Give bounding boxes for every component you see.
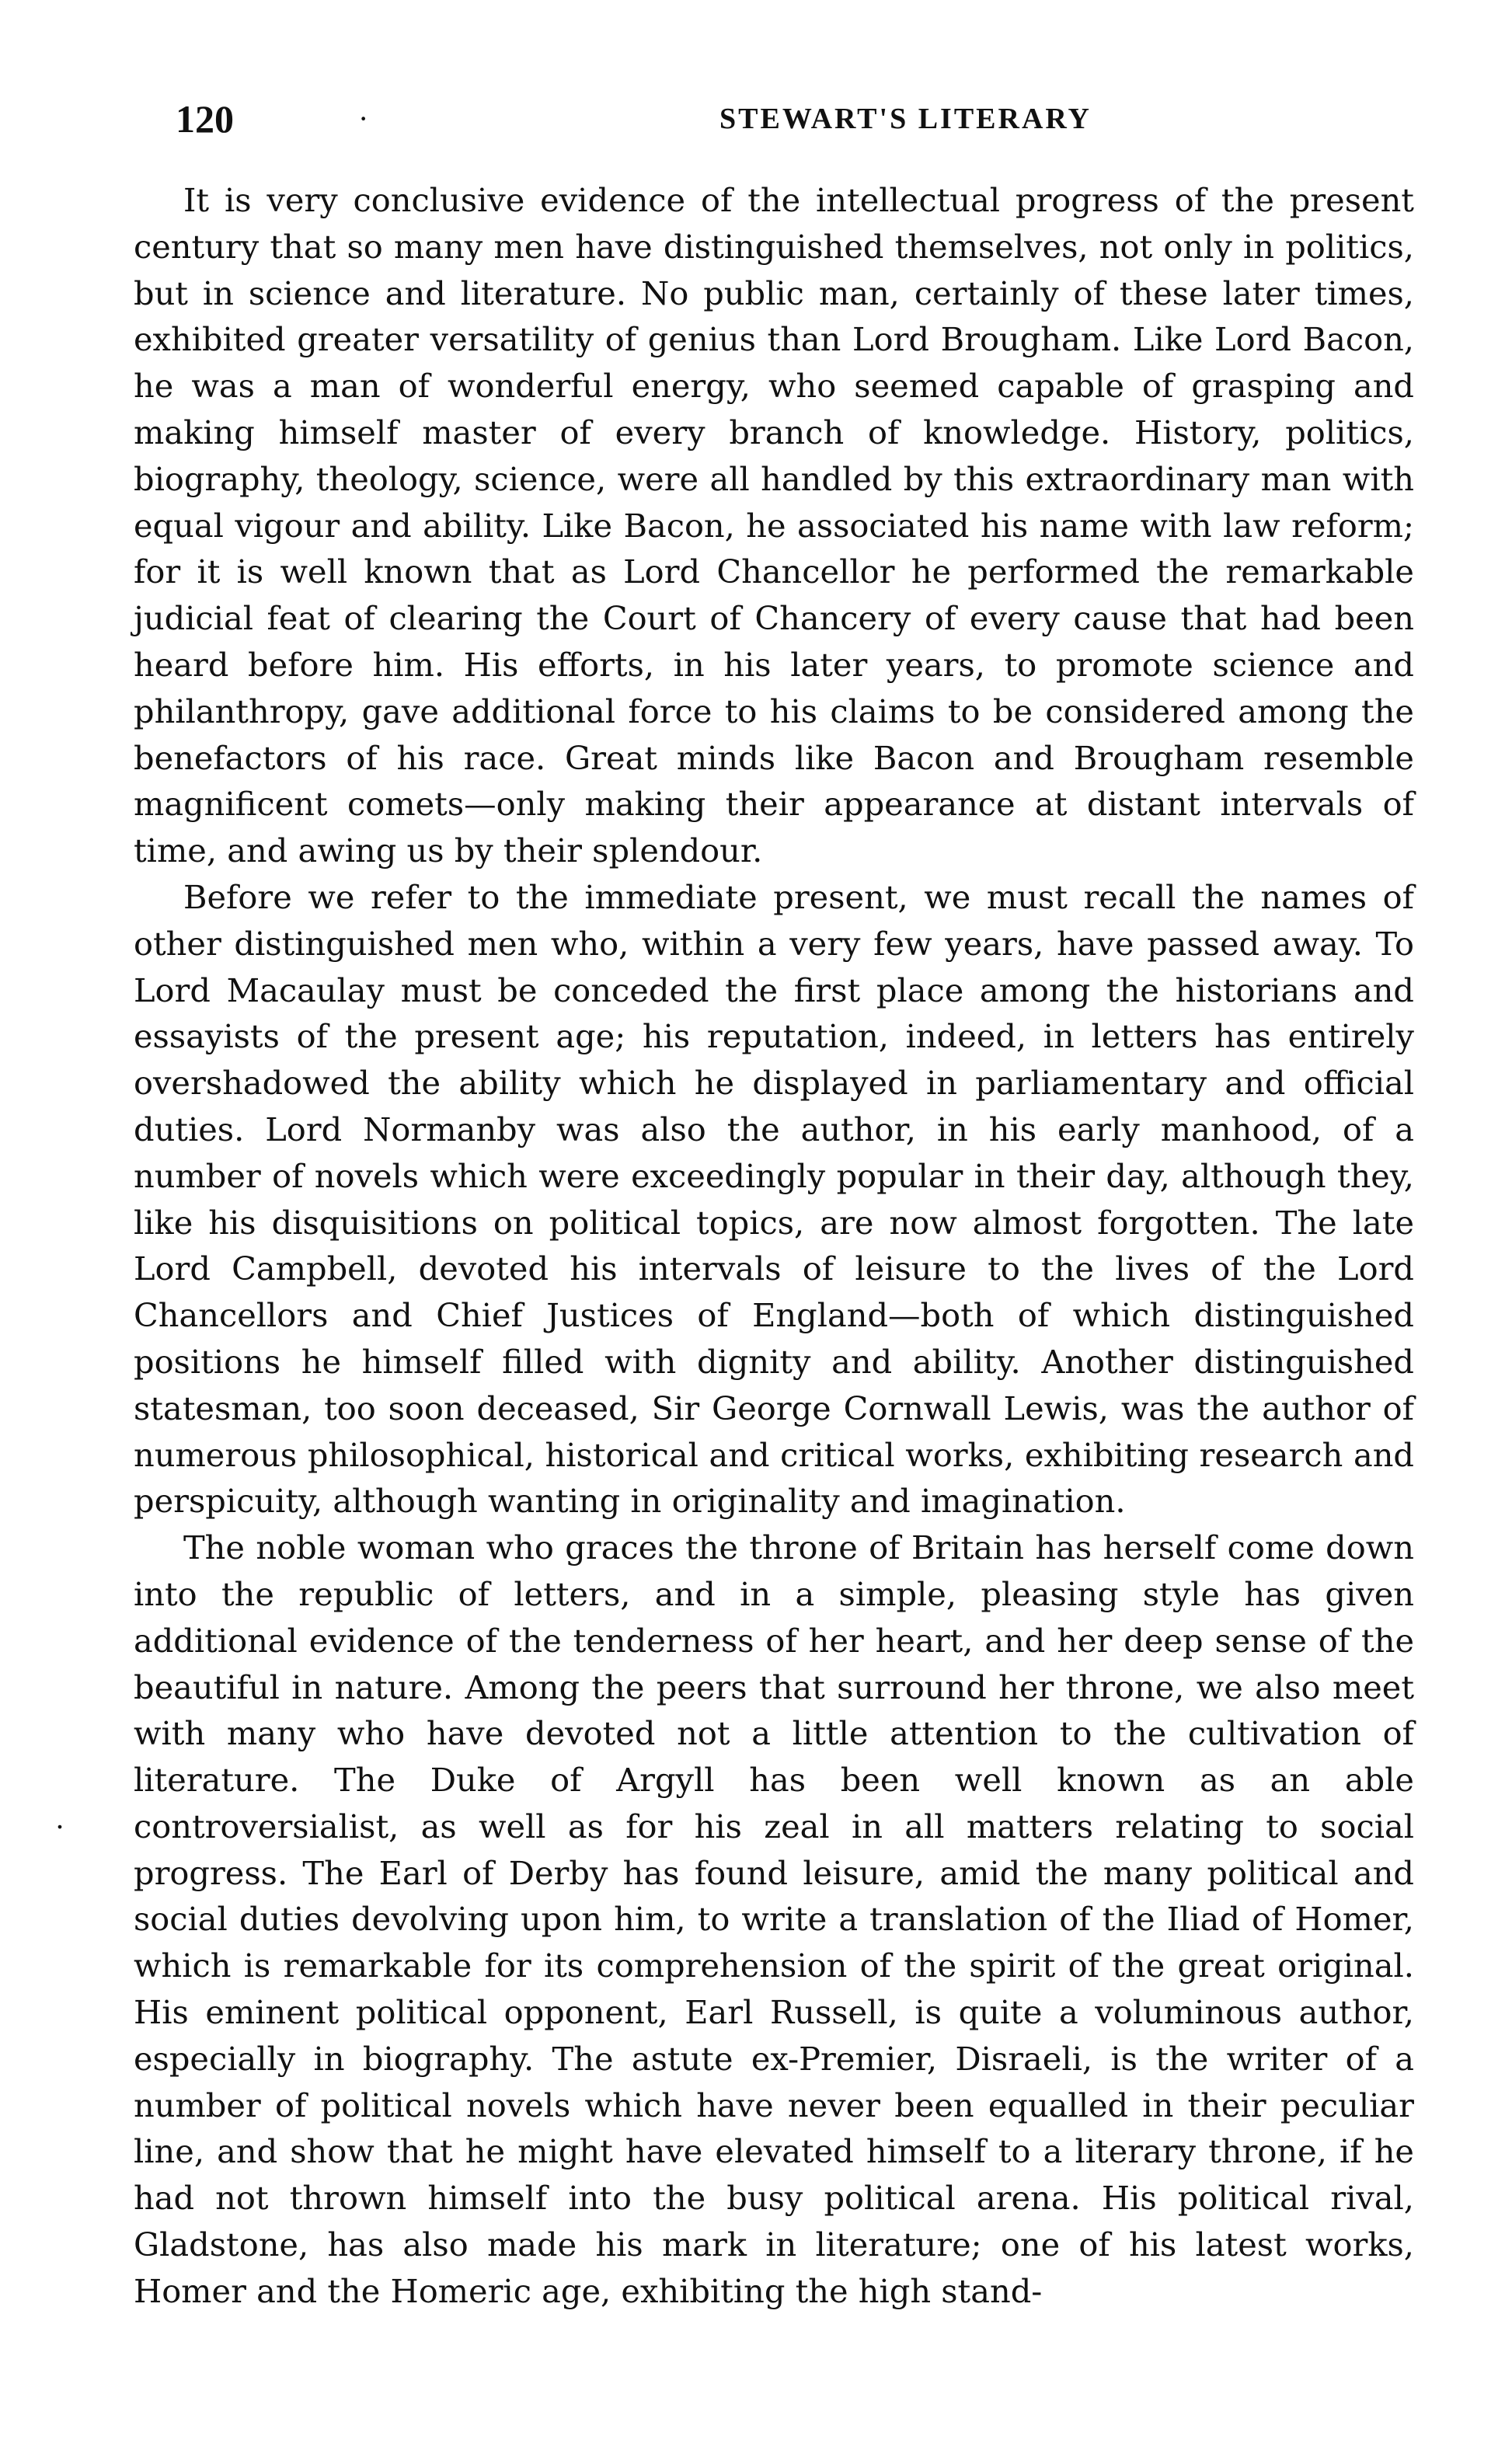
running-title: STEWART'S LITERARY bbox=[719, 103, 1092, 135]
header-separator: · bbox=[358, 101, 369, 136]
body-text bbox=[134, 177, 1414, 2315]
running-head bbox=[176, 92, 1414, 146]
paragraph-queen-and-peers: The noble woman who graces the throne of Britain has herself come down into the republic of letters, and in a simple, pleasing style has given additional evidence of the tenderness of her heart, and her deep sense of the beautiful in nature. Among the peers that surround her throne, we also meet with many who have devoted not a little attention to the cultivation of literature. The Duke of Argyll has been well known as an able controversialist, as well as for his zeal in all matters relating to social progress. The Earl of Derby has found leisure, amid the many political and social duties devolving upon him, to write a translation of the Iliad of Homer, which is remarkable for its comprehension of the spirit of the great original. His eminent political opponent, Earl Russell, is quite a voluminous author, especially in biography. The astute ex-Premier, Disraeli, is the writer of a number of political novels which have never been equalled in their peculiar line, and show that he might have elevated himself to a literary throne, if he had not thrown himself into the busy political arena. His political rival, Gladstone, has also made his mark in literature; one of his latest works, Homer and the Homeric age, exhibiting the high stand- bbox=[134, 1528, 1414, 2310]
paragraph-deceased-authors: Before we refer to the immediate present, we must recall the names of other distinguished men who, within a very few years, have passed away. To Lord Macaulay must be conceded the first place among the historians and essayists of the present age; his reputation, indeed, in letters has entirely overshadowed the ability which he displayed in parliamentary and official duties. Lord Normanby was also the author, in his early manhood, of a number of novels which were exceedingly popular in their day, although they, like his disquisitions on political topics, are now almost forgotten. The late Lord Campbell, devoted his intervals of leisure to the lives of the Lord Chancellors and Chief Justices of England—both of which distinguished positions he himself filled with dignity and ability. Another distinguished statesman, too soon deceased, Sir George Cornwall Lewis, was the author of numerous philosophical, historical and critical works, exhibiting research and perspicuity, although wanting in originality and imagination. bbox=[134, 877, 1414, 1521]
page-number: 120 bbox=[176, 97, 234, 141]
margin-mark: . bbox=[56, 1800, 64, 1835]
paragraph-brougham: It is very conclusive evidence of the intellectual progress of the present century that so many men have distinguished themselves, not only in politics, but in science and literature. No public man, certainly of these later times, exhibited greater versatility of genius than Lord Brougham. Like Lord Bacon, he was a man of wonderful energy, who seemed capable of grasping and making himself master of every branch of knowledge. History, politics, biography, theology, science, were all handled by this extraordinary man with equal vigour and ability. Like Bacon, he associated his name with law reform; for it is well known that as Lord Chancellor he performed the remarkable judicial feat of clearing the Court of Chancery of every cause that had been heard before him. His efforts, in his later years, to promote science and philanthropy, gave additional force to his claims to be considered among the benefactors of his race. Great minds like Bacon and Brougham resemble magnificent comets—only making their appearance at distant intervals of time, and awing us by their splendour. bbox=[134, 181, 1414, 870]
